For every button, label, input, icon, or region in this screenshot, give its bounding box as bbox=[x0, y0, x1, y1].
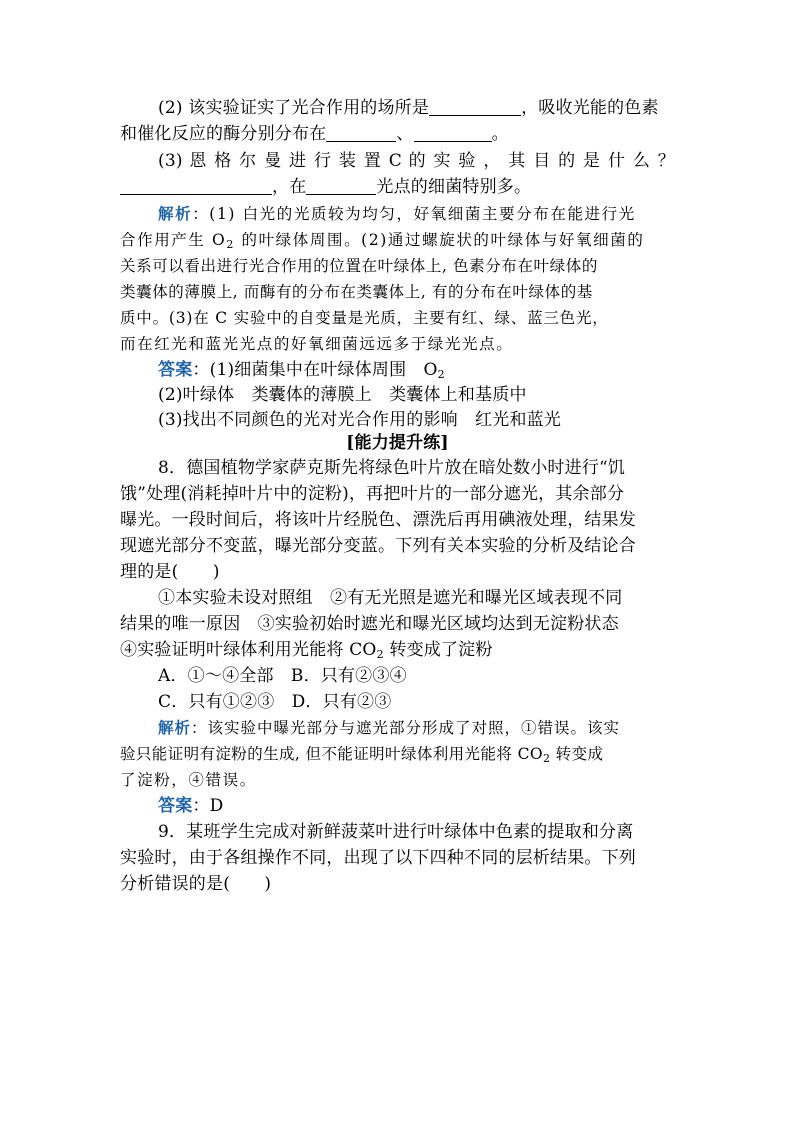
q8-statement-line3 bbox=[120, 638, 675, 662]
text: 。 bbox=[491, 124, 509, 144]
answer-blank bbox=[429, 98, 521, 116]
q7-analysis-line1 bbox=[158, 202, 675, 226]
answer-blank bbox=[326, 124, 396, 142]
q7-analysis-line3: 关系可以看出进行光合作用的位置在叶绿体上, 色素分布在叶绿体的 bbox=[120, 257, 598, 275]
answer-blank bbox=[120, 177, 272, 195]
q7-analysis-line5: 质中。(3)在 C 实验中的自变量是光质，主要有红、绿、蓝三色光， bbox=[120, 309, 609, 327]
text: 的叶绿体周围。(2)通过螺旋状的叶绿体与好氧细菌的 bbox=[234, 231, 645, 249]
text: ，吸收光能的色素 bbox=[521, 98, 659, 118]
text: (2) 该实验证实了光合作用的场所是 bbox=[158, 98, 430, 118]
subscript: 2 bbox=[437, 368, 445, 381]
subscript: 2 bbox=[376, 648, 384, 661]
q7-part2-line1 bbox=[158, 96, 675, 120]
answer-label: 答案 bbox=[158, 796, 193, 816]
subscript: 2 bbox=[542, 752, 551, 765]
answer-label: 答案 bbox=[158, 360, 193, 380]
q7-answer-line3: (3)找出不同颜色的光对光合作用的影响 红光和蓝光 bbox=[158, 410, 562, 430]
q7-analysis-line2 bbox=[120, 228, 675, 252]
answer-blank bbox=[306, 177, 376, 195]
text: 合作用产生 O bbox=[120, 231, 227, 249]
q8-line5: 理的是( ) bbox=[120, 562, 220, 582]
q8-line3: 曝光。一段时间后，将该叶片经脱色、漂洗后再用碘液处理，结果发 bbox=[120, 510, 636, 530]
analysis-label: 解析 bbox=[158, 204, 193, 223]
q8-options-cd: C．只有①②③ D．只有②③ bbox=[158, 692, 392, 712]
text: 和催化反应的酶分别分布在 bbox=[120, 124, 327, 144]
text: 光点的细菌特别多。 bbox=[376, 177, 532, 197]
q7-answer-line2: (2)叶绿体 类囊体的薄膜上 类囊体上和基质中 bbox=[158, 385, 527, 405]
q8-options-ab: A．①～④全部 B．只有②③④ bbox=[158, 666, 407, 686]
q8-statement-line2: 结果的唯一原因 ③实验初始时遮光和曝光区域均达到无淀粉状态 bbox=[120, 614, 619, 634]
q8-analysis-line2 bbox=[120, 742, 675, 766]
q9-line2: 实验时，由于各组操作不同，出现了以下四种不同的层析结果。下列 bbox=[120, 848, 636, 868]
q7-part3-line1: (3) 恩 格 尔 曼 进 行 装 置 C 的 实 验 ， 其 目 的 是 什 么 ？ bbox=[158, 151, 675, 171]
text: 转变成了淀粉 bbox=[383, 640, 493, 660]
q8-line2: 饿”处理(消耗掉叶片中的淀粉)，再把叶片的一部分遮光，其余部分 bbox=[120, 484, 625, 504]
text: 、 bbox=[396, 124, 414, 144]
text: ：D bbox=[192, 796, 224, 816]
q7-analysis-line4: 类囊体的薄膜上, 而酶有的分布在类囊体上, 有的分布在叶绿体的基 bbox=[120, 283, 593, 301]
text: ：(1)细菌集中在叶绿体周围 O bbox=[192, 360, 438, 380]
analysis-label: 解析 bbox=[158, 718, 192, 737]
q8-line4: 现遮光部分不变蓝，曝光部分变蓝。下列有关本实验的分析及结论合 bbox=[120, 536, 636, 556]
text: ，在 bbox=[272, 177, 307, 197]
text: ：该实验中曝光部分与遮光部分形成了对照，①错误。该实 bbox=[191, 719, 621, 737]
q8-analysis-line1 bbox=[158, 716, 675, 740]
q7-part3-line2 bbox=[120, 175, 675, 199]
section-title: [能力提升练] bbox=[346, 433, 449, 453]
q8-analysis-line3: 了淀粉，④错误。 bbox=[120, 771, 257, 789]
text: 转变成 bbox=[550, 745, 604, 763]
q9-line3: 分析错误的是( ) bbox=[120, 874, 272, 894]
q7-analysis-line6: 而在红光和蓝光光点的好氧细菌远远多于绿光光点。 bbox=[120, 335, 514, 353]
q9-line1: 9．某班学生完成对新鲜菠菜叶进行叶绿体中色素的提取和分离 bbox=[158, 822, 634, 842]
q7-part2-line2 bbox=[120, 122, 675, 146]
subscript: 2 bbox=[226, 238, 235, 251]
text: ④实验证明叶绿体利用光能将 CO bbox=[120, 640, 377, 660]
q8-statement-line1: ①本实验未设对照组 ②有无光照是遮光和曝光区域表现不同 bbox=[158, 588, 623, 608]
answer-blank bbox=[414, 124, 492, 142]
text: 验只能证明有淀粉的生成, 但不能证明叶绿体利用光能将 CO bbox=[120, 745, 543, 763]
q8-line1: 8．德国植物学家萨克斯先将绿色叶片放在暗处数小时进行“饥 bbox=[158, 458, 626, 478]
text: ：(1) 白光的光质较为均匀，好氧细菌主要分布在能进行光 bbox=[192, 205, 636, 223]
q7-answer-line1 bbox=[158, 358, 675, 382]
q8-answer bbox=[158, 794, 675, 818]
